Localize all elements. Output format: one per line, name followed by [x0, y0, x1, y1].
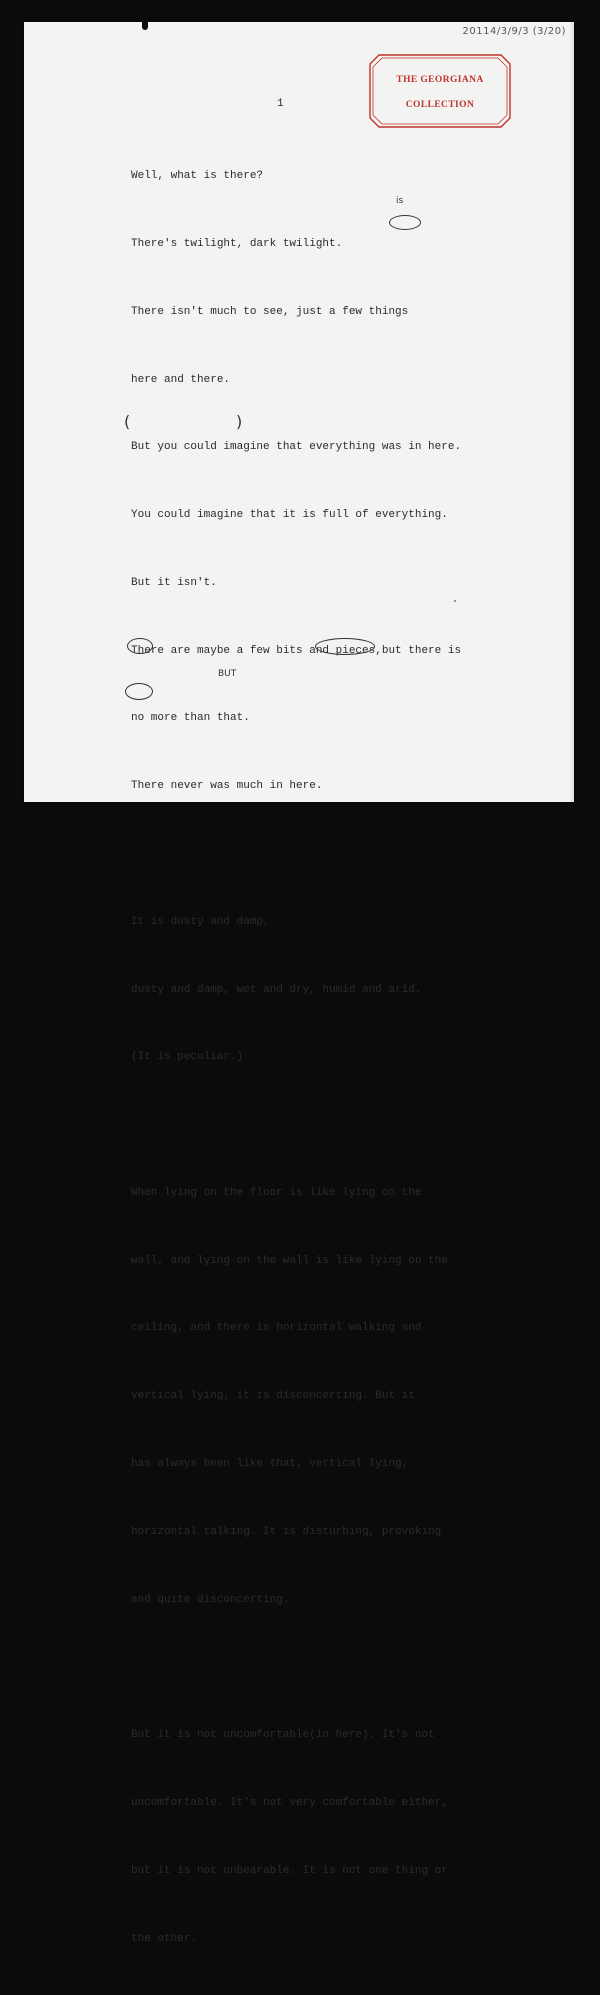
paper-speck	[454, 600, 456, 602]
text-line: but it is not unbearable. It is not one thing or	[131, 1864, 448, 1877]
text-line: uncomfortable. It's not very comfortable either,	[131, 1796, 448, 1809]
handwritten-but-insertion: BUT	[218, 669, 237, 679]
text-line: There are maybe a few bits and pieces,but there is	[131, 644, 462, 657]
text-line: There never was much in here.	[131, 780, 323, 793]
text-line: It is dusty and damp,	[131, 915, 270, 928]
text-line: ceiling, and there is horizontal walking and	[131, 1322, 422, 1335]
open-paren-mark: (	[124, 412, 131, 431]
deletion-circle-but-2	[125, 683, 153, 700]
text-line: has always been like that, vertical lying,	[131, 1458, 409, 1471]
text-line: But it is not uncomfortable(in here). It's not	[131, 1729, 435, 1742]
text-line: and quite disconcerting.	[131, 1593, 290, 1606]
archive-reference-number: 20114/3/9/3 (3/20)	[462, 26, 566, 37]
page-number: 1	[277, 98, 284, 110]
text-line: no more than that.	[131, 712, 250, 725]
text-line: But it isn't.	[131, 576, 217, 589]
text-line: You could imagine that it is full of everything.	[131, 509, 448, 522]
deletion-circle-but	[127, 638, 153, 654]
text-line: the other.	[131, 1932, 198, 1945]
paper-notch	[142, 21, 148, 30]
deletion-circle-in-here	[315, 638, 375, 655]
text-line: here and there.	[131, 373, 231, 386]
collection-stamp	[369, 54, 511, 128]
stamp-line-2: COLLECTION	[405, 100, 475, 110]
correction-circle	[389, 215, 421, 230]
stanza-break	[131, 843, 551, 866]
text-line: vertical lying, it is disconcerting. But it	[131, 1390, 415, 1403]
text-line: (It is peculiar.)	[131, 1051, 244, 1064]
stanza-break	[131, 1114, 551, 1137]
typescript-page	[24, 22, 574, 1945]
handwritten-is-correction: is	[396, 196, 404, 206]
text-line: Well, what is there?	[131, 170, 264, 183]
text-line: There's twilight, dark twilight.	[131, 237, 343, 250]
text-line: But you could imagine that everything was in here.	[131, 441, 462, 454]
text-line: There isn't much to see, just a few things	[131, 305, 409, 318]
text-line: wall, and lying on the wall is like lying on the	[131, 1254, 448, 1267]
typed-poem-text	[131, 120, 551, 1995]
stanza-break	[131, 1656, 551, 1679]
stamp-line-1: THE GEORGIANA	[396, 75, 484, 85]
text-line: horizontal talking. It is disturbing, provoking	[131, 1525, 442, 1538]
stamp-border	[369, 54, 511, 128]
close-paren-mark: )	[236, 412, 243, 431]
text-line: When lying on the floor is like lying on the	[131, 1186, 422, 1199]
text-line: dusty and damp, wet and dry, humid and arid.	[131, 983, 422, 996]
